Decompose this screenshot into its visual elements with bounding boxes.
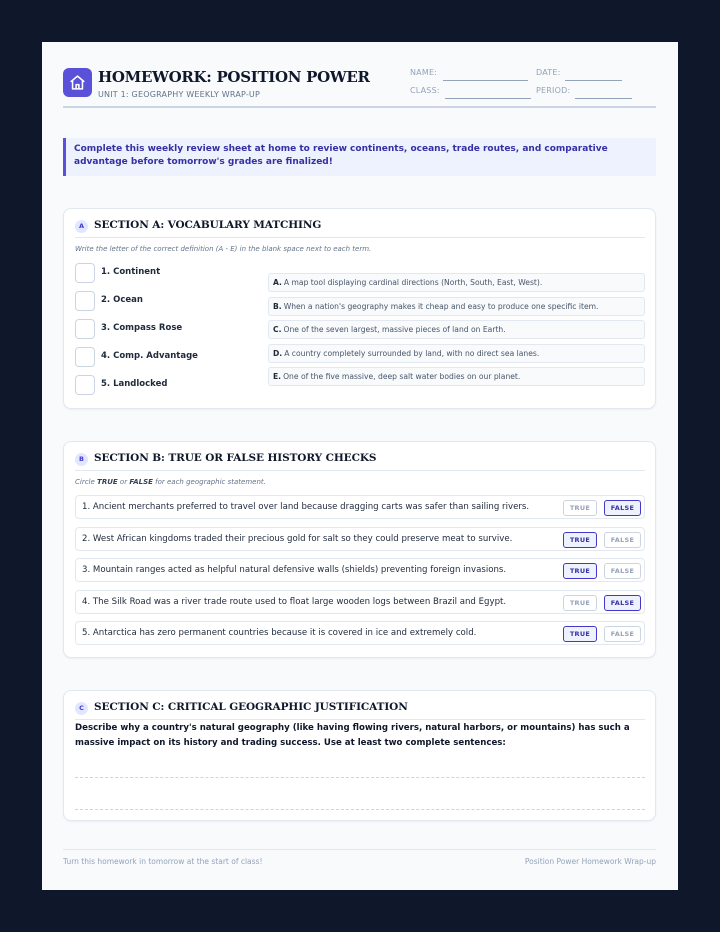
statement-row xyxy=(75,527,645,551)
definition-letter: E. xyxy=(273,372,282,381)
false-option[interactable]: FALSE xyxy=(604,595,641,611)
section-c-card xyxy=(63,690,656,821)
definition-item xyxy=(268,367,645,386)
section-a-instructions: Write the letter of the correct definition (A - E) in the blank space next to each term. xyxy=(75,245,372,253)
section-a-badge: A xyxy=(75,220,88,233)
section-c-title: SECTION C: CRITICAL GEOGRAPHIC JUSTIFICATION xyxy=(94,701,408,713)
period-field[interactable] xyxy=(575,98,632,99)
section-c-header xyxy=(75,700,645,720)
section-b-title: SECTION B: TRUE OR FALSE HISTORY CHECKS xyxy=(94,452,377,464)
definition-item xyxy=(268,297,645,316)
answer-box[interactable] xyxy=(75,375,95,395)
definition-text: A map tool displaying cardinal directions (North, South, East, West). xyxy=(283,278,543,287)
essay-prompt: Describe why a country's natural geography (like having flowing rivers, natural harbors, or mountains) has such a massive impact on its history and trading success. Use at least two complete sentences: xyxy=(75,723,630,748)
true-option[interactable]: TRUE xyxy=(563,595,597,611)
definition-item xyxy=(268,344,645,363)
false-option[interactable]: FALSE xyxy=(604,563,641,579)
answer-box[interactable] xyxy=(75,347,95,367)
definition-item xyxy=(268,273,645,292)
definition-text: When a nation's geography makes it cheap and easy to produce one specific item. xyxy=(283,302,599,311)
page-subtitle: UNIT 1: GEOGRAPHY WEEKLY WRAP-UP xyxy=(98,90,261,99)
section-b-header xyxy=(75,451,645,471)
false-option[interactable]: FALSE xyxy=(604,532,641,548)
answer-box[interactable] xyxy=(75,319,95,339)
section-b-instructions: Circle TRUE or FALSE for each geographic statement. xyxy=(75,478,266,486)
true-option[interactable]: TRUE xyxy=(563,626,597,642)
name-field[interactable] xyxy=(443,80,528,81)
answer-box[interactable] xyxy=(75,291,95,311)
true-option[interactable]: TRUE xyxy=(563,500,597,516)
definition-text: A country completely surrounded by land, with no direct sea lanes. xyxy=(284,349,540,358)
intro-callout: Complete this weekly review sheet at home to review continents, oceans, trade routes, and comparative advantage before tomorrow's grades are finalized! xyxy=(63,138,656,176)
answer-line[interactable] xyxy=(75,777,645,778)
false-option[interactable]: FALSE xyxy=(604,626,641,642)
statement-row xyxy=(75,495,645,519)
true-option[interactable]: TRUE xyxy=(563,563,597,579)
term-label: 1. Continent xyxy=(101,267,161,277)
section-b-card xyxy=(63,441,656,658)
statement-row xyxy=(75,590,645,614)
statement-text: 2. West African kingdoms traded their precious gold for salt so they could preserve meat to survive. xyxy=(82,534,513,544)
false-option[interactable]: FALSE xyxy=(604,500,641,516)
definition-text: One of the five massive, deep salt water bodies on our planet. xyxy=(283,372,521,381)
section-a-title: SECTION A: VOCABULARY MATCHING xyxy=(94,219,322,231)
true-option[interactable]: TRUE xyxy=(563,532,597,548)
section-a-card xyxy=(63,208,656,409)
section-a-header xyxy=(75,218,645,238)
definition-text: One of the seven largest, massive pieces of land on Earth. xyxy=(283,325,506,334)
definition-letter: D. xyxy=(273,349,283,358)
footer-note: Turn this homework in tomorrow at the start of class! xyxy=(63,857,263,866)
worksheet-header xyxy=(63,66,656,108)
date-label: DATE: xyxy=(536,68,561,77)
statement-text: 5. Antarctica has zero permanent countries because it is covered in ice and extremely cold. xyxy=(82,628,477,638)
statement-text: 3. Mountain ranges acted as helpful natural defensive walls (shields) preventing foreign invasions. xyxy=(82,565,507,575)
date-field[interactable] xyxy=(565,80,622,81)
definition-letter: C. xyxy=(273,325,282,334)
term-label: 2. Ocean xyxy=(101,295,143,305)
home-icon xyxy=(63,68,92,97)
footer-title: Position Power Homework Wrap-up xyxy=(524,857,656,866)
name-label: NAME: xyxy=(410,68,438,77)
statement-text: 1. Ancient merchants preferred to travel over land because dragging carts was safer than sailing rivers. xyxy=(82,502,530,512)
class-field[interactable] xyxy=(445,98,531,99)
page-title: HOMEWORK: POSITION POWER xyxy=(98,68,370,86)
statement-text: 4. The Silk Road was a river trade route used to float large wooden logs between Brazil and Egypt. xyxy=(82,597,507,607)
answer-box[interactable] xyxy=(75,263,95,283)
section-c-badge: C xyxy=(75,702,88,715)
statement-row xyxy=(75,558,645,582)
period-label: PERIOD: xyxy=(536,86,571,95)
definition-letter: B. xyxy=(273,302,282,311)
footer-divider xyxy=(63,849,656,850)
term-label: 3. Compass Rose xyxy=(101,323,183,333)
definition-letter: A. xyxy=(273,278,282,287)
worksheet-page xyxy=(42,42,678,890)
term-label: 4. Comp. Advantage xyxy=(101,351,198,361)
term-label: 5. Landlocked xyxy=(101,379,168,389)
answer-line[interactable] xyxy=(75,809,645,810)
definition-item xyxy=(268,320,645,339)
section-b-badge: B xyxy=(75,453,88,466)
class-label: CLASS: xyxy=(410,86,440,95)
statement-row xyxy=(75,621,645,645)
